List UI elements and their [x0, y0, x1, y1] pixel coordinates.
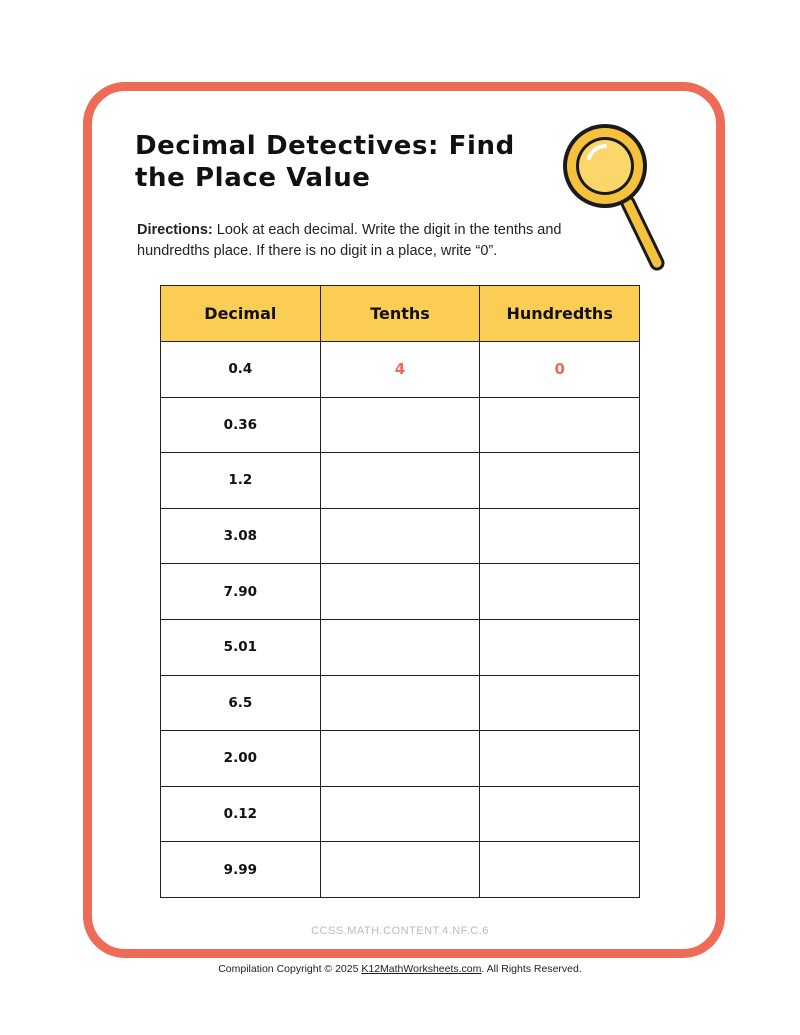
table-row	[161, 786, 640, 842]
tenths-cell[interactable]	[320, 786, 480, 842]
decimal-cell: 9.99	[161, 842, 321, 898]
tenths-cell[interactable]	[320, 453, 480, 509]
hundredths-cell[interactable]	[480, 786, 640, 842]
hundredths-cell[interactable]	[480, 619, 640, 675]
header-decimal: Decimal	[161, 286, 321, 342]
hundredths-cell[interactable]	[480, 508, 640, 564]
decimal-cell: 0.4	[161, 342, 321, 398]
decimal-cell: 0.12	[161, 786, 321, 842]
copyright-suffix: . All Rights Reserved.	[481, 963, 582, 975]
tenths-cell[interactable]	[320, 619, 480, 675]
header-hundredths: Hundredths	[480, 286, 640, 342]
tenths-cell[interactable]	[320, 564, 480, 620]
copyright-prefix: Compilation Copyright © 2025	[218, 963, 362, 975]
decimal-cell: 3.08	[161, 508, 321, 564]
decimal-cell: 6.5	[161, 675, 321, 731]
table-row	[161, 342, 640, 398]
decimal-cell: 5.01	[161, 619, 321, 675]
hundredths-cell[interactable]	[480, 731, 640, 787]
tenths-cell[interactable]	[320, 731, 480, 787]
decimal-cell: 7.90	[161, 564, 321, 620]
table-row	[161, 619, 640, 675]
standard-code: CCSS.MATH.CONTENT.4.NF.C.6	[311, 925, 489, 937]
header-tenths: Tenths	[320, 286, 480, 342]
hundredths-cell[interactable]	[480, 564, 640, 620]
table-row	[161, 842, 640, 898]
directions-label: Directions:	[137, 222, 213, 238]
tenths-cell[interactable]	[320, 675, 480, 731]
table-row	[161, 564, 640, 620]
hundredths-cell[interactable]	[480, 842, 640, 898]
tenths-cell[interactable]	[320, 397, 480, 453]
directions	[137, 220, 617, 262]
worksheet-title: Decimal Detectives: Find the Place Value	[135, 131, 515, 193]
decimal-cell: 2.00	[161, 731, 321, 787]
hundredths-cell[interactable]	[480, 675, 640, 731]
table-row	[161, 675, 640, 731]
decimal-cell: 0.36	[161, 397, 321, 453]
table-row	[161, 453, 640, 509]
hundredths-cell[interactable]	[480, 397, 640, 453]
copyright-notice	[0, 963, 800, 975]
table-header-row	[161, 286, 640, 342]
table-row	[161, 397, 640, 453]
tenths-cell[interactable]	[320, 508, 480, 564]
place-value-table-container	[160, 285, 640, 898]
hundredths-cell[interactable]: 0	[480, 342, 640, 398]
hundredths-cell[interactable]	[480, 453, 640, 509]
tenths-cell[interactable]	[320, 842, 480, 898]
directions-text: Look at each decimal. Write the digit in the tenths and hundredths place. If there is no digit in a place, write “0”.	[137, 222, 562, 259]
table-row	[161, 731, 640, 787]
place-value-table	[160, 285, 640, 898]
decimal-cell: 1.2	[161, 453, 321, 509]
tenths-cell[interactable]: 4	[320, 342, 480, 398]
table-row	[161, 508, 640, 564]
copyright-link[interactable]: K12MathWorksheets.com	[361, 963, 482, 975]
